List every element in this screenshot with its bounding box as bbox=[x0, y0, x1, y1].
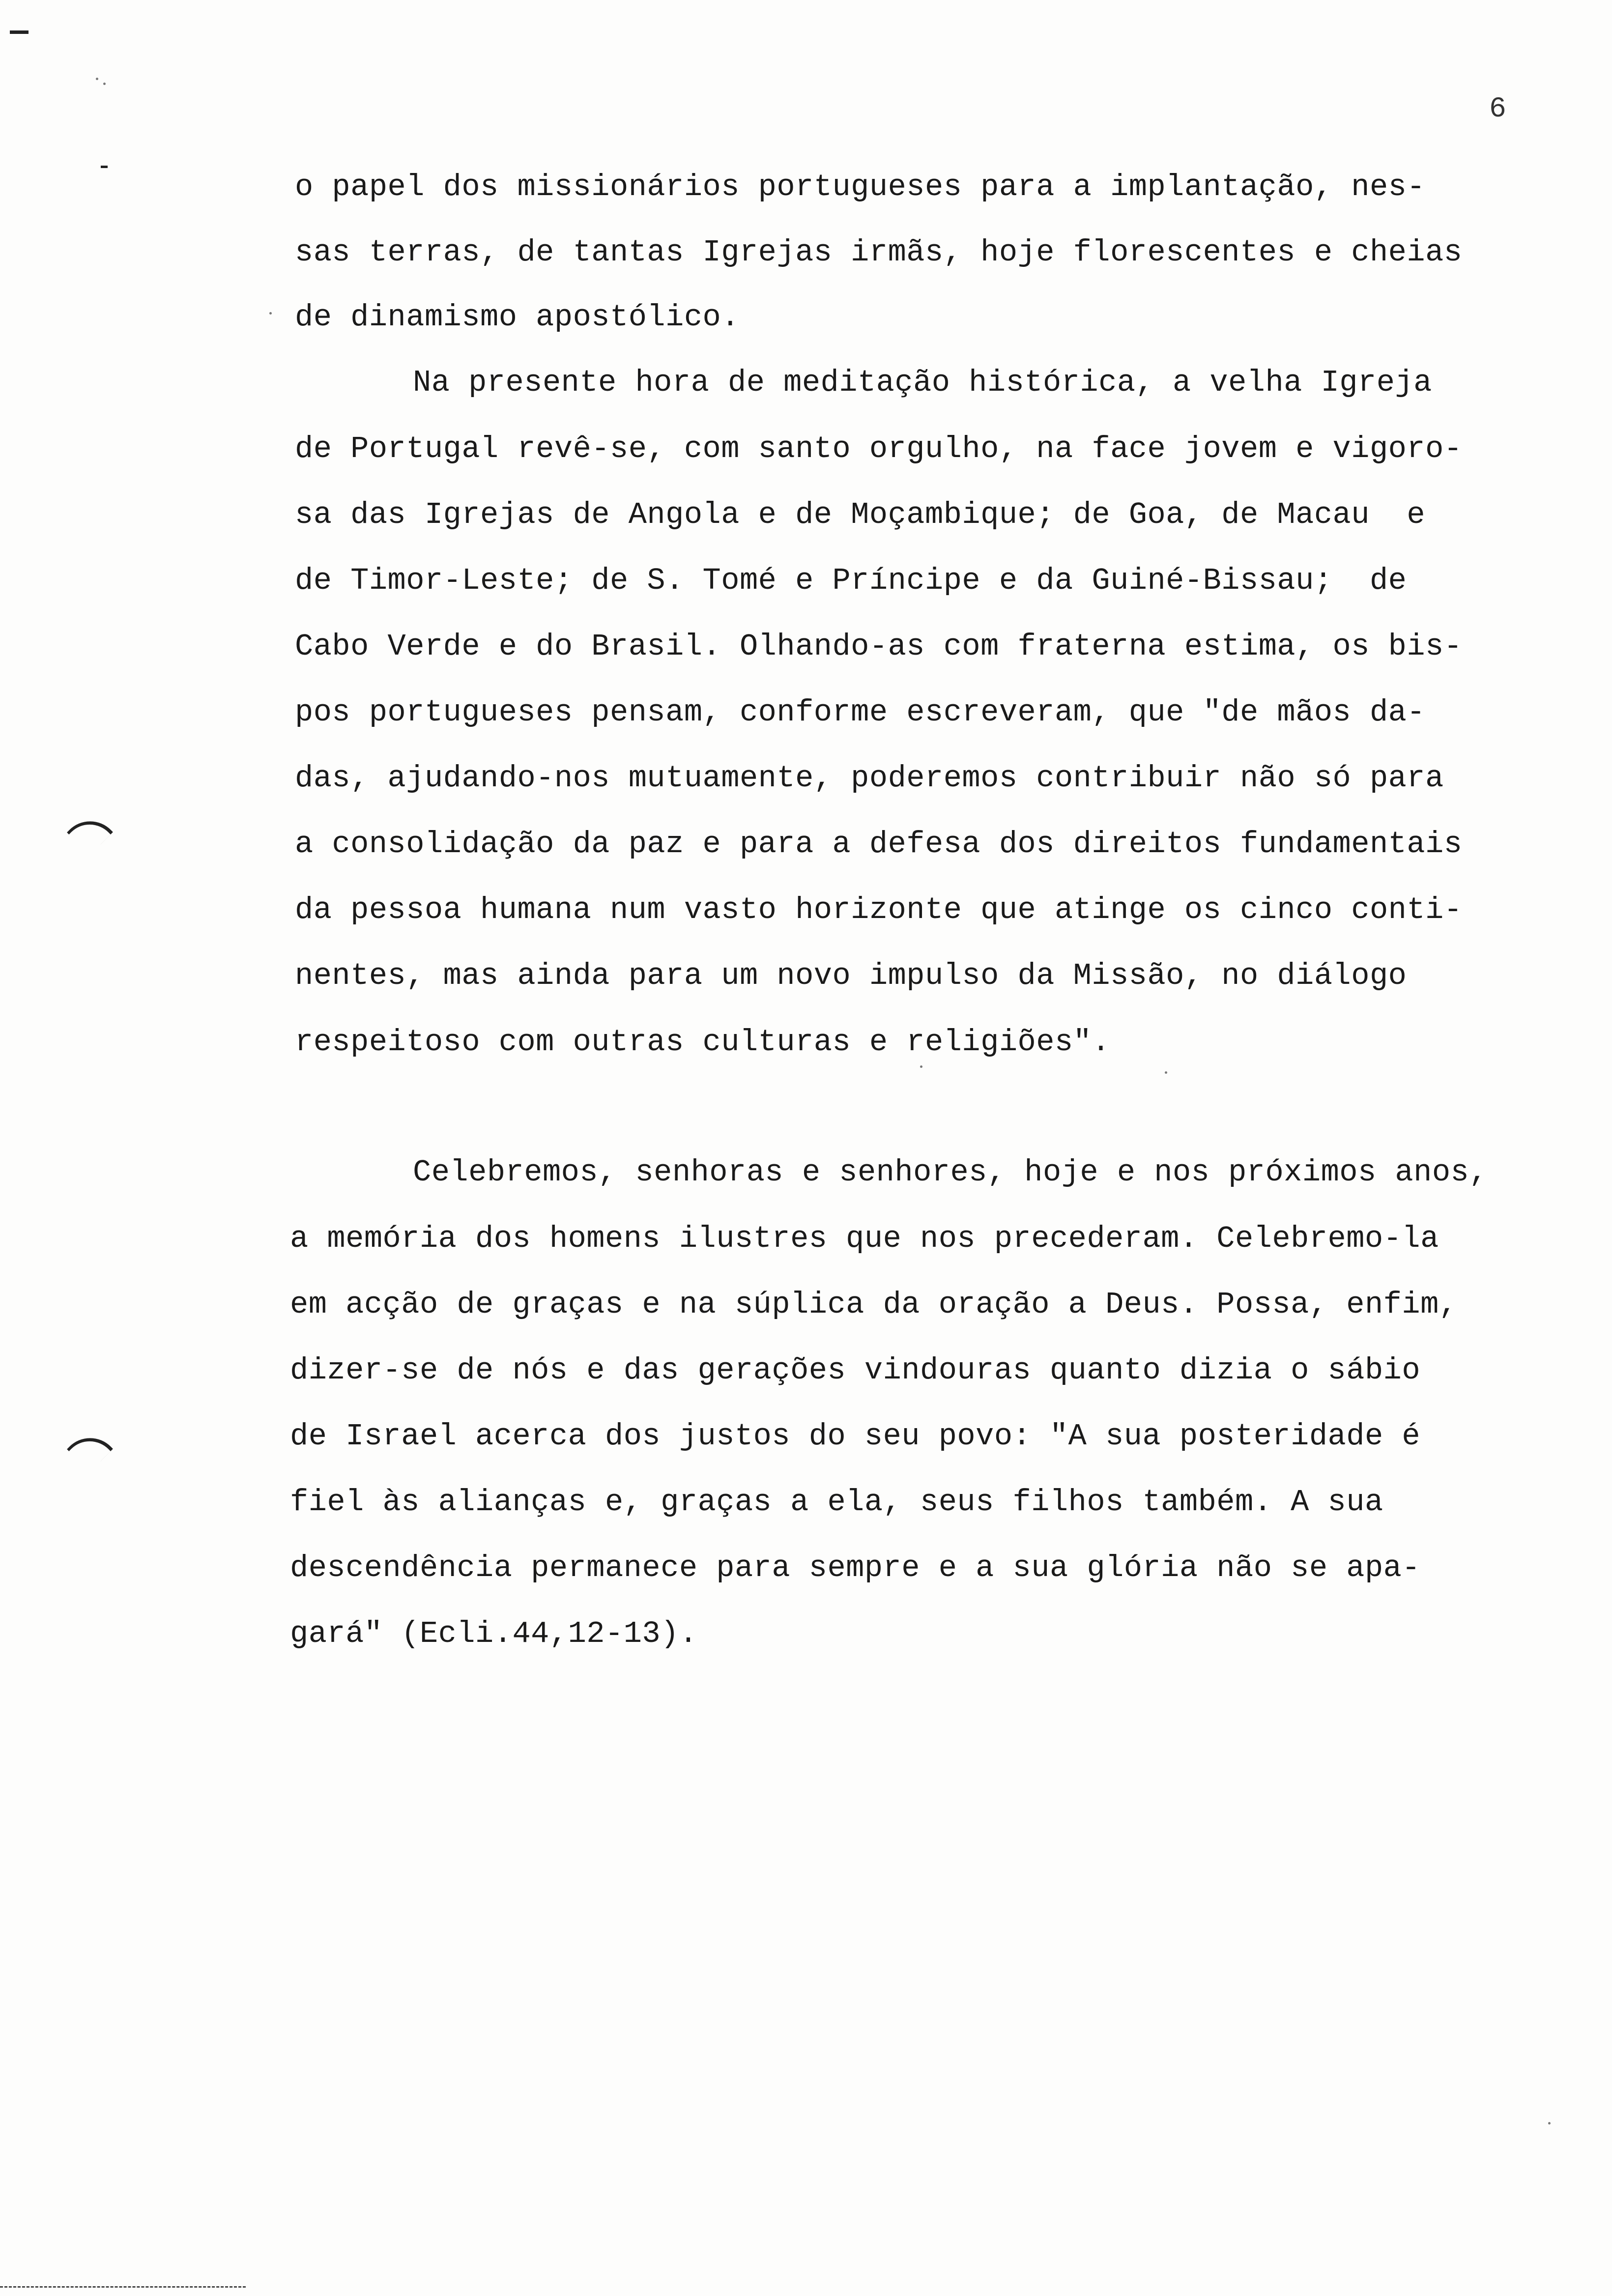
text-line: descendência permanece para sempre e a sua glória não se apa- bbox=[290, 1550, 1421, 1585]
page-number: 6 bbox=[1489, 93, 1507, 125]
text-line: das, ajudando-nos mutuamente, poderemos contribuir não só para bbox=[295, 761, 1444, 796]
text-line: a consolidação da paz e para a defesa dos direitos fundamentais bbox=[295, 827, 1463, 861]
text-line: em acção de graças e na súplica da oração a Deus. Possa, enfim, bbox=[290, 1287, 1458, 1322]
text-line: de dinamismo apostólico. bbox=[295, 300, 740, 335]
margin-dash-left bbox=[101, 166, 108, 168]
margin-speck bbox=[103, 83, 106, 85]
punch-hole-mark bbox=[67, 1426, 113, 1472]
margin-speck bbox=[920, 1065, 922, 1068]
text-line: nentes, mas ainda para um novo impulso da Missão, no diálogo bbox=[295, 958, 1407, 993]
text-line: Na presente hora de meditação histórica, a velha Igreja bbox=[413, 365, 1432, 400]
bottom-edge-rule bbox=[0, 2286, 246, 2291]
text-line: sas terras, de tantas Igrejas irmãs, hoje florescentes e cheias bbox=[295, 235, 1463, 270]
text-line: gará" (Ecli.44,12-13). bbox=[290, 1616, 698, 1651]
text-line: fiel às alianças e, graças a ela, seus filhos também. A sua bbox=[290, 1485, 1383, 1520]
text-line: sa das Igrejas de Angola e de Moçambique; de Goa, de Macau e bbox=[295, 497, 1426, 532]
text-line: de Israel acerca dos justos do seu povo: "A sua posteridade é bbox=[290, 1419, 1421, 1454]
text-line: Celebremos, senhoras e senhores, hoje e nos próximos anos, bbox=[413, 1155, 1488, 1190]
margin-speck bbox=[1548, 2122, 1551, 2124]
text-line: de Timor-Leste; de S. Tomé e Príncipe e da Guiné-Bissau; de bbox=[295, 563, 1407, 598]
text-line: respeitoso com outras culturas e religiões". bbox=[295, 1025, 1111, 1060]
text-line: dizer-se de nós e das gerações vindouras quanto dizia o sábio bbox=[290, 1353, 1421, 1388]
margin-speck bbox=[269, 312, 272, 315]
text-line: Cabo Verde e do Brasil. Olhando-as com fraterna estima, os bis- bbox=[295, 629, 1463, 664]
text-line: da pessoa humana num vasto horizonte que atinge os cinco conti- bbox=[295, 892, 1463, 927]
text-line: pos portugueses pensam, conforme escreveram, que "de mãos da- bbox=[295, 695, 1426, 730]
punch-hole-mark bbox=[67, 809, 113, 855]
text-line: de Portugal revê-se, com santo orgulho, na face jovem e vigoro- bbox=[295, 431, 1463, 466]
margin-speck bbox=[96, 78, 98, 80]
margin-dash-top bbox=[10, 30, 29, 34]
text-line: a memória dos homens ilustres que nos precederam. Celebremo-la bbox=[290, 1221, 1439, 1256]
margin-speck bbox=[1165, 1071, 1167, 1074]
text-line: o papel dos missionários portugueses para a implantação, nes- bbox=[295, 170, 1426, 204]
